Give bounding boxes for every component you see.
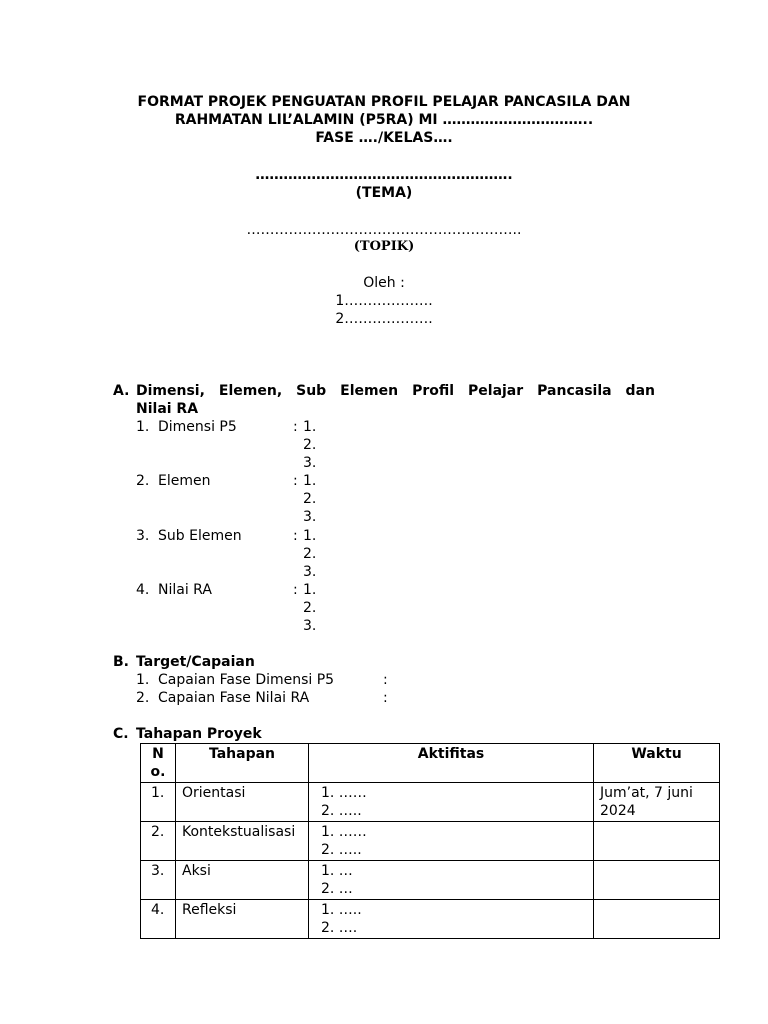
table-row bbox=[141, 822, 720, 861]
section-b-item-capaian-dimensi: Capaian Fase Dimensi P5 bbox=[158, 672, 335, 688]
section-a-item-dimensi: Dimensi P5 bbox=[158, 419, 237, 435]
colon: : bbox=[383, 672, 388, 688]
section-a-item-elemen: Elemen bbox=[158, 473, 211, 489]
row-aktifitas bbox=[309, 783, 594, 822]
activity-line: 1. … bbox=[321, 863, 353, 879]
sub-item-num: 2. bbox=[303, 600, 317, 616]
row-tahapan: Orientasi bbox=[176, 783, 309, 822]
activity-line: 2. ….. bbox=[321, 842, 362, 858]
activity-line: 2. … bbox=[321, 881, 353, 897]
doc-title-line1: FORMAT PROJEK PENGUATAN PROFIL PELAJAR PANCASILA DAN bbox=[137, 94, 631, 110]
row-no: 4. bbox=[141, 900, 176, 939]
row-aktifitas bbox=[309, 900, 594, 939]
sub-item-num: 2. bbox=[303, 437, 317, 453]
sub-item-num: 1. bbox=[303, 473, 317, 489]
row-tahapan: Kontekstualisasi bbox=[176, 822, 309, 861]
sub-item-num: 2. bbox=[303, 491, 317, 507]
row-no: 2. bbox=[141, 822, 176, 861]
colon: : bbox=[293, 582, 298, 598]
section-b-item-num: 1. bbox=[136, 672, 150, 688]
sub-item-num: 3. bbox=[303, 509, 317, 525]
section-a-item-sub-elemen: Sub Elemen bbox=[158, 528, 242, 544]
section-b-item-capaian-nilai: Capaian Fase Nilai RA bbox=[158, 690, 310, 706]
header-no-line1: N bbox=[152, 746, 164, 762]
row-aktifitas bbox=[309, 861, 594, 900]
section-c-letter: C. bbox=[113, 726, 129, 742]
oleh-label: Oleh : bbox=[363, 275, 405, 291]
sub-item-num: 3. bbox=[303, 618, 317, 634]
sub-item-num: 3. bbox=[303, 455, 317, 471]
table-row bbox=[141, 861, 720, 900]
author-2: 2………………. bbox=[335, 311, 433, 327]
activity-line: 1. …… bbox=[321, 785, 367, 801]
header-aktifitas: Aktifitas bbox=[309, 744, 594, 783]
row-waktu: Jum’at, 7 juni 2024 bbox=[594, 783, 720, 822]
activity-line: 2. …. bbox=[321, 920, 358, 936]
header-tahapan: Tahapan bbox=[176, 744, 309, 783]
row-tahapan: Refleksi bbox=[176, 900, 309, 939]
doc-title-line2: RAHMATAN LIL’ALAMIN (P5RA) MI ………………………….. bbox=[174, 112, 594, 128]
colon: : bbox=[293, 473, 298, 489]
table-row bbox=[141, 783, 720, 822]
sub-item-num: 1. bbox=[303, 419, 317, 435]
tema-label: (TEMA) bbox=[355, 185, 413, 201]
colon: : bbox=[293, 419, 298, 435]
header-waktu: Waktu bbox=[594, 744, 720, 783]
section-a-letter: A. bbox=[113, 383, 130, 399]
section-b-title: Target/Capaian bbox=[136, 654, 255, 670]
table-row bbox=[141, 900, 720, 939]
section-a-item-num: 1. bbox=[136, 419, 150, 435]
row-waktu bbox=[594, 822, 720, 861]
sub-item-num: 2. bbox=[303, 546, 317, 562]
section-a-item-num: 2. bbox=[136, 473, 150, 489]
row-aktifitas bbox=[309, 822, 594, 861]
header-no bbox=[141, 744, 176, 783]
colon: : bbox=[293, 528, 298, 544]
topik-placeholder: ………………………………………………….. bbox=[246, 222, 522, 238]
row-no: 3. bbox=[141, 861, 176, 900]
header-no-line2: o. bbox=[150, 764, 166, 780]
colon: : bbox=[383, 690, 388, 706]
activity-line: 1. …… bbox=[321, 824, 367, 840]
section-a-item-num: 4. bbox=[136, 582, 150, 598]
row-waktu bbox=[594, 861, 720, 900]
row-tahapan: Aksi bbox=[176, 861, 309, 900]
section-a-item-nilai-ra: Nilai RA bbox=[158, 582, 212, 598]
row-no: 1. bbox=[141, 783, 176, 822]
tema-placeholder: ………………………………………………. bbox=[255, 167, 513, 183]
author-1: 1………………. bbox=[335, 293, 433, 309]
section-b-item-num: 2. bbox=[136, 690, 150, 706]
section-a-item-num: 3. bbox=[136, 528, 150, 544]
sub-item-num: 3. bbox=[303, 564, 317, 580]
activity-line: 1. ….. bbox=[321, 902, 362, 918]
topik-label: (TOPIK) bbox=[353, 239, 415, 254]
activity-line: 2. ….. bbox=[321, 803, 362, 819]
row-waktu bbox=[594, 900, 720, 939]
table-header-row bbox=[141, 744, 720, 783]
sub-item-num: 1. bbox=[303, 582, 317, 598]
section-b-letter: B. bbox=[113, 654, 129, 670]
doc-title-line3: FASE …./KELAS…. bbox=[315, 130, 453, 146]
tahapan-table bbox=[140, 743, 720, 939]
sub-item-num: 1. bbox=[303, 528, 317, 544]
section-c-title: Tahapan Proyek bbox=[136, 726, 262, 742]
section-a-title-line2: Nilai RA bbox=[136, 401, 199, 417]
section-a-title-line1: Dimensi, Elemen, Sub Elemen Profil Pelajar Pancasila dan bbox=[136, 383, 655, 399]
